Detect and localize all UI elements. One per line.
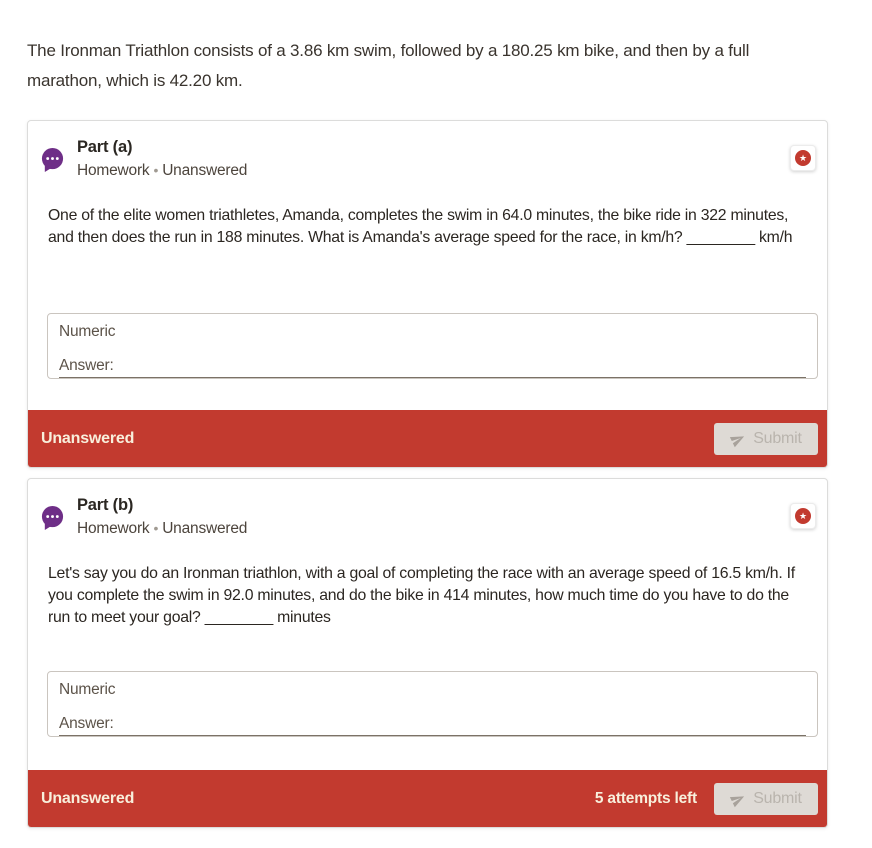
attempts-left-label: 5 attempts left [594,789,697,807]
part-a-content [28,121,827,410]
star-icon: ★ [795,150,811,166]
answer-input[interactable] [59,352,806,378]
answer-input[interactable] [59,710,806,736]
star-badge-button[interactable] [790,503,816,529]
send-icon [728,789,748,809]
part-b-footer [28,770,827,827]
answer-label: Answer: [59,715,114,732]
status-label: Unanswered [162,520,248,537]
part-subtitle [77,518,247,539]
send-icon [728,429,748,449]
bullet-separator: • [153,162,159,178]
part-b-header [40,495,816,539]
submit-button[interactable] [714,423,818,455]
part-a-header [40,137,816,181]
answer-value[interactable] [114,352,806,370]
question-text: One of the elite women triathletes, Amanda, completes the swim in 64.0 minutes, the bike ride in 322 minutes, and then does the run in 188 minutes. What is Amanda's average speed for the race, in km/h? ________ km/h [48,207,793,246]
answer-type-label: Numeric [59,681,116,698]
status-label: Unanswered [162,162,248,179]
footer-status-label: Unanswered [41,429,135,447]
part-title: Part (b) [77,496,134,514]
part-a-card [27,120,828,468]
submit-button-label: Submit [753,429,802,447]
comment-bubble-icon[interactable] [40,505,65,531]
numeric-answer-box [47,671,818,737]
submit-button-label: Submit [753,789,802,807]
numeric-answer-box [47,313,818,379]
star-badge-button[interactable] [790,145,816,171]
submit-button[interactable] [714,783,818,815]
part-subtitle [77,160,247,181]
answer-label: Answer: [59,357,114,374]
part-title: Part (a) [77,138,133,156]
question-text: Let's say you do an Ironman triathlon, with a goal of completing the race with an average speed of 16.5 km/h. If you complete the swim in 92.0 minutes, and do the bike in 414 minutes, how much time do you have to do the run to meet your goal? ________ minutes [48,565,795,626]
star-icon: ★ [795,508,811,524]
answer-value[interactable] [114,710,806,728]
assignment-type-label: Homework [77,162,150,179]
part-a-header-text [77,137,247,181]
assignment-type-label: Homework [77,520,150,537]
part-b-card [27,478,828,828]
part-b-content [28,479,827,770]
problem-intro-text: The Ironman Triathlon consists of a 3.86 km swim, followed by a 180.25 km bike, and then by a full marathon, which is 42.20 km. [27,41,750,90]
part-b-header-text [77,495,247,539]
bullet-separator: • [153,520,159,536]
part-a-footer [28,410,827,467]
answer-type-label: Numeric [59,323,116,340]
comment-bubble-icon[interactable] [40,147,65,173]
footer-status-label: Unanswered [41,789,135,807]
